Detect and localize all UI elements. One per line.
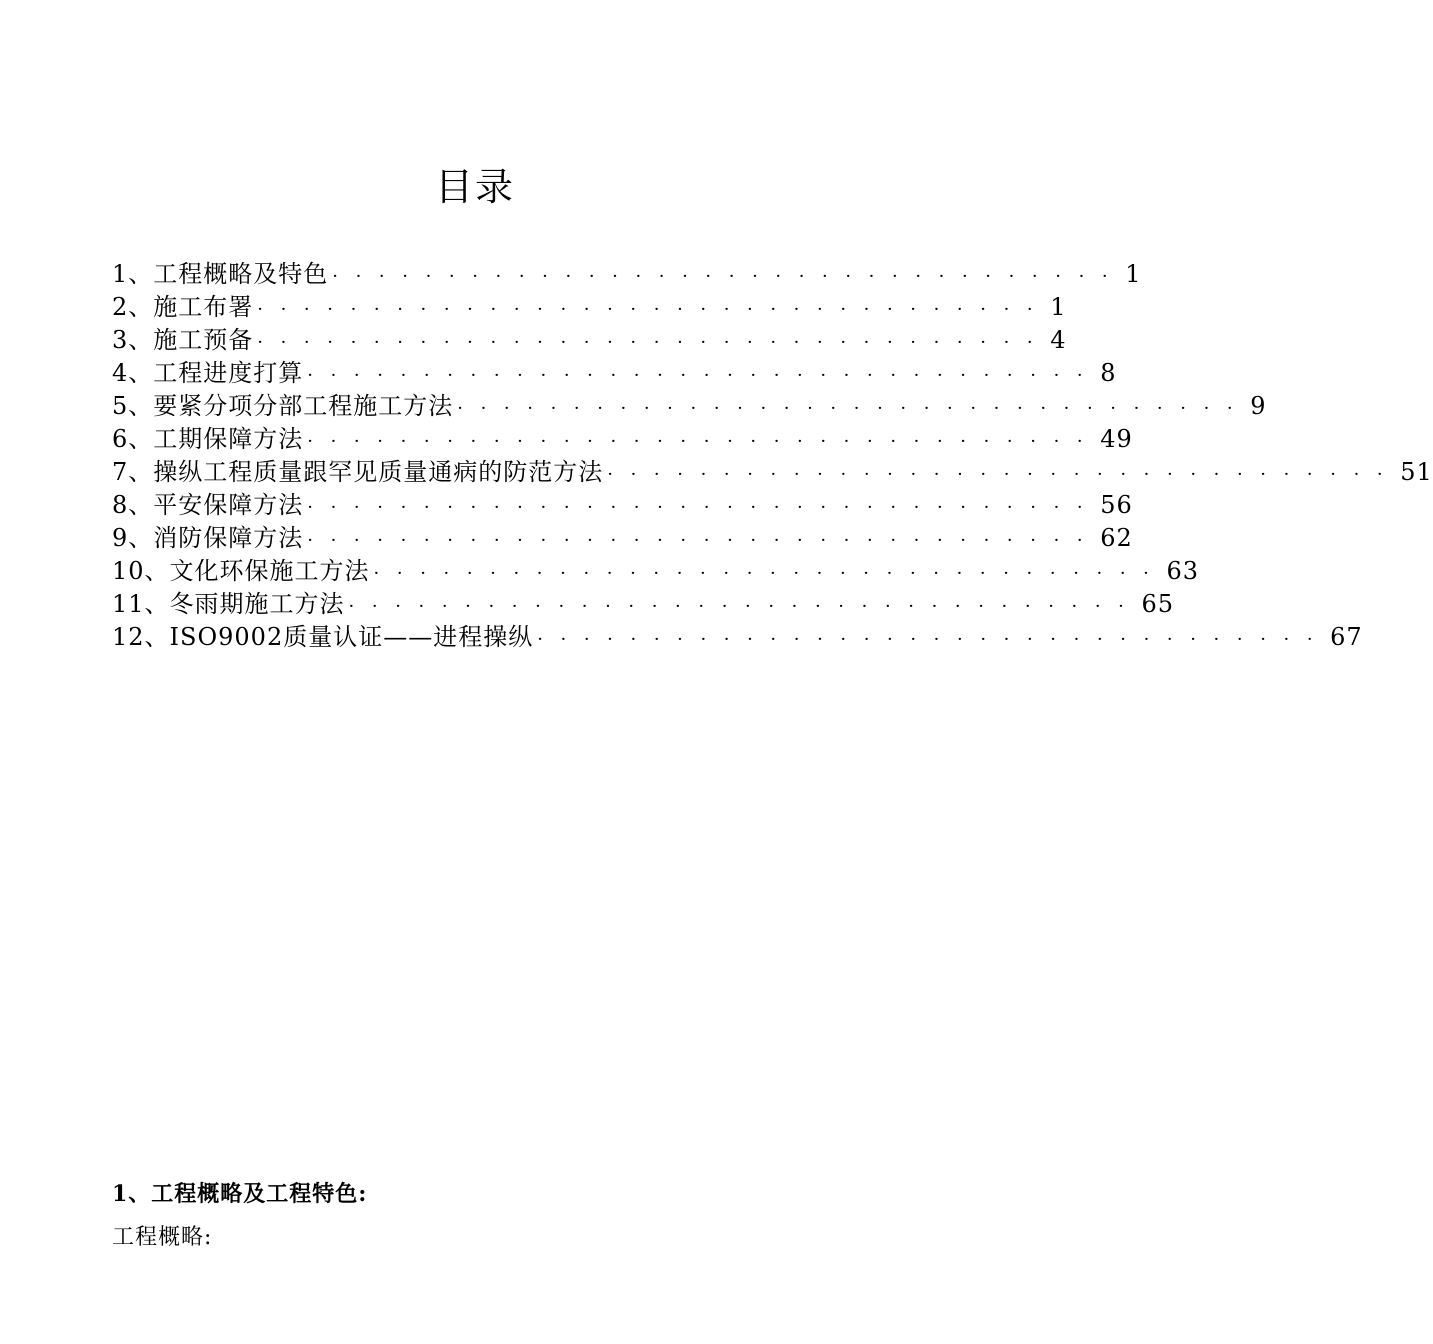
section-heading: 1、工程概略及工程特色:: [112, 1181, 368, 1207]
toc-entry-10[interactable]: [112, 555, 1200, 588]
toc-entry-page: 65: [1141, 590, 1175, 618]
toc-entry-label: 12、ISO9002质量认证——进程操纵: [112, 623, 534, 651]
toc-entry-1[interactable]: [112, 258, 1142, 291]
toc-entry-label: 5、要紧分项分部工程施工方法: [112, 392, 454, 420]
toc-entry-page: 62: [1100, 524, 1133, 552]
toc-entry-label: 4、工程进度打算: [112, 359, 304, 387]
toc-entry-label: 1、工程概略及特色: [112, 260, 329, 288]
toc-leader-dots: ··································: [332, 266, 1126, 287]
toc-entry-4[interactable]: [112, 357, 1117, 390]
toc-leader-dots: ··································: [348, 596, 1142, 617]
toc-entry-page: 63: [1166, 557, 1200, 585]
toc-leader-dots: ··································: [257, 332, 1051, 353]
toc-title: 目录: [434, 165, 515, 209]
toc-entry-6[interactable]: [112, 423, 1133, 456]
toc-leader-dots: ··································: [537, 629, 1331, 650]
toc-leader-dots: ··································: [457, 398, 1251, 419]
toc-entry-label: 9、消防保障方法: [112, 524, 304, 552]
toc-entry-label: 3、施工预备: [112, 326, 254, 354]
toc-entry-page: 1: [1125, 260, 1142, 288]
toc-entry-label: 10、文化环保施工方法: [112, 557, 370, 585]
toc-leader-dots: ··································: [307, 497, 1101, 518]
toc-entry-label: 8、平安保障方法: [112, 491, 304, 519]
toc-entry-page: 49: [1100, 425, 1133, 453]
toc-entry-page: 9: [1250, 392, 1267, 420]
toc-entry-5[interactable]: [112, 390, 1267, 423]
toc-entry-page: 51: [1400, 458, 1433, 486]
toc-entry-8[interactable]: [112, 489, 1133, 522]
toc-entry-9[interactable]: [112, 522, 1133, 555]
toc-entry-page: 67: [1330, 623, 1363, 651]
toc-entry-label: 11、冬雨期施工方法: [112, 590, 345, 618]
toc-entry-7[interactable]: [112, 456, 1433, 489]
section-subheading: 工程概略:: [112, 1225, 213, 1250]
toc-entry-11[interactable]: [112, 588, 1175, 621]
toc-leader-dots: ··································: [373, 563, 1167, 584]
toc-leader-dots: ··································: [257, 299, 1051, 320]
toc-entry-page: 4: [1050, 326, 1067, 354]
toc-entry-page: 56: [1100, 491, 1133, 519]
toc-entry-label: 6、工期保障方法: [112, 425, 304, 453]
toc-entry-page: 8: [1100, 359, 1117, 387]
toc-entry-label: 2、施工布署: [112, 293, 254, 321]
toc-list: [112, 258, 1433, 654]
toc-leader-dots: ··································: [307, 431, 1101, 452]
toc-leader-dots: ··································: [607, 464, 1401, 485]
toc-entry-12[interactable]: [112, 621, 1363, 654]
toc-entry-3[interactable]: [112, 324, 1067, 357]
toc-entry-label: 7、操纵工程质量跟罕见质量通病的防范方法: [112, 458, 604, 486]
toc-leader-dots: ··································: [307, 365, 1101, 386]
toc-entry-2[interactable]: [112, 291, 1067, 324]
toc-leader-dots: ··································: [307, 530, 1101, 551]
toc-entry-page: 1: [1050, 293, 1067, 321]
